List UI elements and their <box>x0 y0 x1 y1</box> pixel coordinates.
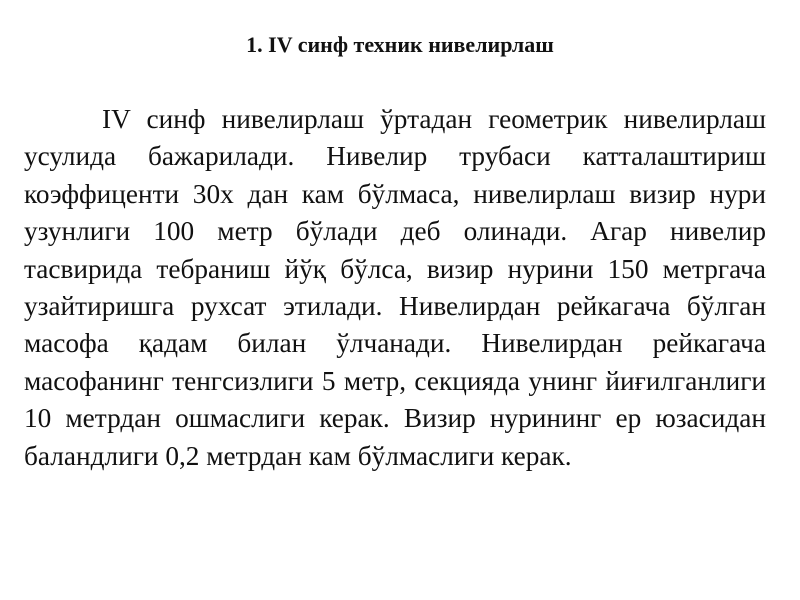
body-paragraph: IV синф нивелирлаш ўртадан геометрик нивелирлаш усулида бажарилади. Нивелир трубаси катталаштириш коэффиценти 30х дан кам бўлмаса, нивелирлаш визир нури узунлиги 100 метр бўлади деб олинади. Агар нивелир тасвирида тебраниш йўқ бўлса, визир нурини 150 метргача узайтиришга рухсат этилади. Нивелирдан рейкагача бўлган масофа қадам билан ўлчанади. Нивелирдан рейкагача масофанинг тенгсизлиги 5 метр, секцияда унинг йиғилганлиги 10 метрдан ошмаслиги керак. Визир нурининг ер юзасидан баландлиги 0,2 метрдан кам бўлмаслиги керак. <box>24 104 766 471</box>
section-heading: 1. IV синф техник нивелирлаш <box>246 32 554 57</box>
